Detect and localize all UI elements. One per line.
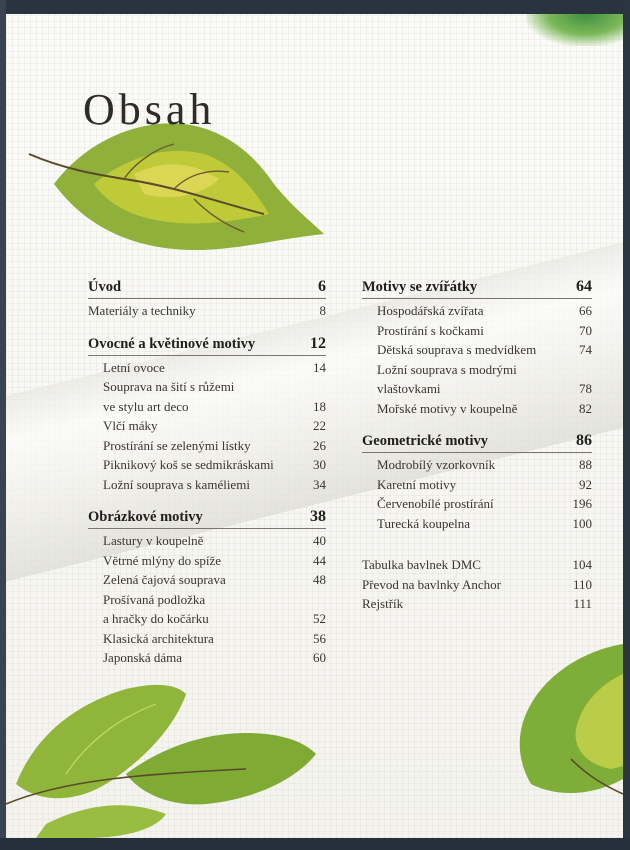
toc-entry[interactable]: Modrobílý vzorkovník 88 <box>377 457 592 472</box>
toc-entry[interactable]: Dětská souprava s medvídkem 74 <box>377 342 592 357</box>
embroidered-leaf-bottom-right <box>501 634 623 824</box>
book-page <box>6 14 623 838</box>
toc-section-geometricke <box>362 432 592 533</box>
toc-section-heading[interactable]: Ovocné a květinové motivy 12 <box>88 335 326 356</box>
toc-section-heading[interactable]: Obrázkové motivy 38 <box>88 508 326 529</box>
toc-entry[interactable]: Větrné mlýny do spíže 44 <box>103 552 326 568</box>
toc-entry[interactable]: Vlčí máky 22 <box>103 418 326 433</box>
toc-entry[interactable]: Ložní souprava s kaméliemi 34 <box>103 476 326 492</box>
green-cup-decoration <box>526 14 623 46</box>
toc-left-column <box>88 278 326 682</box>
toc-entry[interactable]: Japonská dáma 60 <box>103 650 326 665</box>
toc-section-uvod <box>88 278 326 321</box>
toc-entry[interactable]: Klasická architektura 56 <box>103 630 326 646</box>
toc-entry[interactable]: Turecká koupelna 100 <box>377 515 592 531</box>
scan-edge-right <box>623 0 630 850</box>
toc-entry[interactable]: a hračky do kočárku 52 <box>103 611 326 626</box>
toc-entry[interactable]: vlaštovkami 78 <box>377 381 592 396</box>
toc-entry[interactable]: Letní ovoce 14 <box>103 359 326 375</box>
embroidered-leaf-top <box>24 114 324 264</box>
toc-entry[interactable]: Rejstřík 111 <box>362 596 592 611</box>
toc-entry[interactable]: Červenobílé prostírání 196 <box>377 496 592 511</box>
toc-entry[interactable]: Prošívaná podložka <box>103 591 206 607</box>
toc-entry[interactable]: Prostírání se zelenými lístky 26 <box>103 437 326 453</box>
toc-section-ovocne <box>88 335 326 495</box>
scan-edge-bottom <box>0 838 630 850</box>
toc-entry[interactable]: Hospodářská zvířata 66 <box>377 303 592 318</box>
toc-section-heading[interactable]: Úvod 6 <box>88 278 326 299</box>
embroidered-leaves-bottom-left <box>6 664 326 838</box>
scan-edge-top <box>0 0 630 14</box>
toc-entry[interactable]: Prostírání s kočkami 70 <box>377 322 592 338</box>
toc-entry[interactable]: Mořské motivy v koupelně 82 <box>377 400 592 416</box>
toc-entry[interactable]: Převod na bavlnky Anchor 110 <box>362 576 592 592</box>
toc-entry[interactable]: Ložní souprava s modrými <box>377 361 517 377</box>
toc-section-heading[interactable]: Geometrické motivy 86 <box>362 432 592 453</box>
toc-right-column <box>362 278 592 628</box>
toc-section-appendix <box>362 555 592 614</box>
toc-section-heading[interactable]: Motivy se zvířátky 64 <box>362 278 592 299</box>
toc-entry[interactable]: Materiály a techniky 8 <box>88 303 326 318</box>
toc-entry[interactable]: Lastury v koupelně 40 <box>103 533 326 548</box>
toc-entry[interactable]: Piknikový koš se sedmikráskami 30 <box>103 457 326 472</box>
toc-entry[interactable]: Karetní motivy 92 <box>377 476 592 492</box>
toc-entry[interactable]: Zelená čajová souprava 48 <box>103 572 326 587</box>
toc-entry[interactable]: Souprava na šití s růžemi <box>103 379 235 394</box>
toc-entry[interactable]: ve stylu art deco 18 <box>103 398 326 414</box>
toc-section-zviratka <box>362 278 592 418</box>
page-title: Obsah <box>83 85 216 134</box>
toc-section-obrazkove <box>88 508 326 668</box>
toc-entry[interactable]: Tabulka bavlnek DMC 104 <box>362 557 592 572</box>
